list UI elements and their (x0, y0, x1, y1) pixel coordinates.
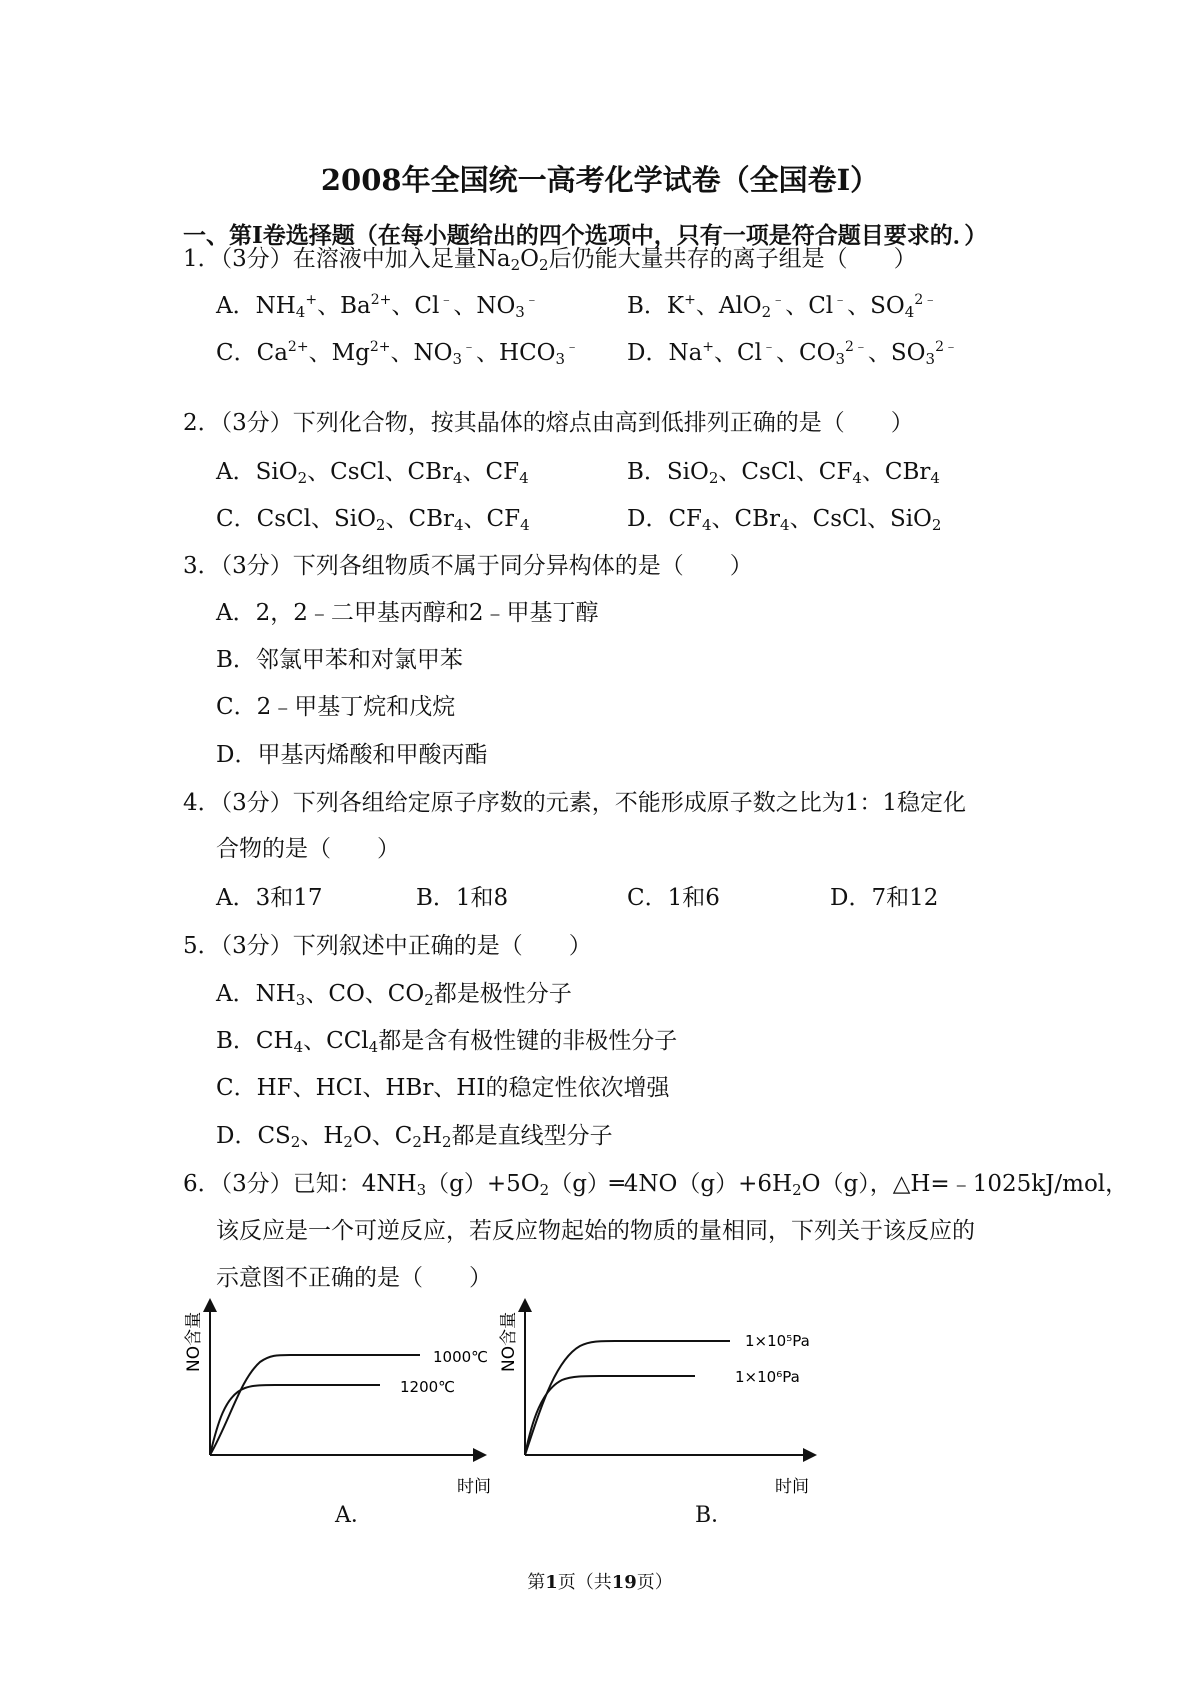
question-number: 3． (183, 553, 221, 579)
question-number: 5． (183, 933, 221, 959)
x-axis-label: 时间 (457, 1477, 491, 1497)
graph-a-caption: A． (335, 1503, 373, 1528)
option-text: D．Na (627, 340, 703, 366)
q4-option-c: C．1和6 (627, 885, 720, 911)
option-text: A．NH (216, 293, 296, 319)
question-stem: 后仍能大量共存的离子组是（ ） (548, 246, 917, 272)
y-axis-label: NO含量 (184, 1311, 204, 1372)
question-score: （3分） (220, 246, 293, 272)
graph-a (184, 1300, 491, 1500)
q5-option-c: C．HF、HCI、HBr、HI的稳定性依次增强 (216, 1075, 670, 1101)
page-footer (0, 1568, 1200, 1594)
page-title: 2008年全国统一高考化学试卷（全国卷Ⅰ） (320, 163, 880, 197)
y-axis-label: NO含量 (499, 1311, 519, 1372)
q1-option-b: B．K+、AlO$_2$﹣、Cl﹣、$SO_4^{2﹣}$ (627, 292, 938, 321)
curve-1200c (210, 1385, 380, 1455)
q3-option-c: C．2﹣甲基丁烷和戊烷 (216, 694, 456, 720)
question-5 (183, 931, 592, 961)
subscript: 2 (539, 256, 549, 274)
q3-option-d: D．甲基丙烯酸和甲酸丙酯 (216, 742, 488, 768)
subscript: 2 (510, 256, 521, 274)
q2-option-a: A．SiO$_2$、CsCl、CBr$_4$、$CF_4$ (216, 459, 529, 487)
q4-option-b: B．1和8 (416, 885, 509, 911)
q5-option-d: D．$CS_2$、$H_2O$、$C_2H_2$都是直线型分子 (216, 1123, 613, 1151)
curve-1e5pa (525, 1341, 730, 1455)
footer-text: 页） (636, 1572, 673, 1593)
question-number: 4． (183, 790, 221, 816)
option-text: B．K (627, 293, 685, 319)
graph-b-caption: B． (695, 1503, 734, 1528)
curve-1e6pa (525, 1376, 695, 1455)
question-number: 1． (183, 246, 221, 272)
question-4-cont: 合物的是（ ） (216, 836, 400, 862)
label-1200c: 1200℃ (400, 1378, 456, 1396)
label-1e5pa: 1×10⁵Pa (745, 1332, 810, 1350)
q2-option-b: B．SiO$_2$、CsCl、$CF_4$、CBr$_4$ (627, 459, 940, 487)
question-6-cont-2: 示意图不正确的是（ ） (216, 1265, 492, 1291)
page-total: 19 (611, 1572, 637, 1593)
option-text: C．Ca (216, 340, 288, 366)
question-stem: 下列各组物质不属于同分异构体的是（ ） (292, 553, 753, 579)
question-stem: 在溶液中加入足量Na (292, 246, 511, 272)
q2-option-d: D．$CF_4$、CBr$_4$、CsCl、SiO$_2$ (627, 506, 942, 534)
question-score: （3分） (220, 553, 293, 579)
q1-option-c: C．$Ca^{2+}$、$Mg^{2+}$、$NO_3^﹣$、$HCO_3^﹣$ (216, 339, 580, 368)
x-axis-label: 时间 (775, 1477, 809, 1497)
footer-text: 第 (527, 1572, 546, 1593)
question-score: （3分） (220, 933, 293, 959)
question-stem: 下列各组给定原子序数的元素，不能形成原子数之比为1：1稳定化 (292, 790, 967, 816)
q2-option-c: C．CsCl、SiO$_2$、CBr$_4$、$CF_4$ (216, 506, 530, 534)
question-stem: 下列叙述中正确的是（ ） (292, 933, 592, 959)
question-score: （3分） (220, 790, 293, 816)
q1-option-a: A．$NH_4^+$、$Ba^{2+}$、Cl﹣、$NO_3^﹣$ (216, 292, 539, 321)
question-stem: 下列化合物，按其晶体的熔点由高到低排列正确的是（ ） (292, 410, 914, 436)
page-number: 1 (545, 1572, 558, 1593)
q5-option-b: B．$CH_4$、CCl$_4$都是含有极性键的非极性分子 (216, 1028, 678, 1056)
footer-text: 页（共 (557, 1572, 612, 1593)
question-score: （3分） (220, 1171, 293, 1197)
label-1e6pa: 1×10⁶Pa (735, 1368, 800, 1386)
question-6: 6．（3分）已知：$4NH_3(g)+5O_2(g)═4NO(g)+6H_2O(g)$，△H=﹣1025kJ/mol， (183, 1171, 1129, 1199)
curve-1000c (210, 1355, 420, 1455)
question-number: 6． (183, 1171, 221, 1197)
q4-option-d: D．7和12 (830, 885, 939, 911)
question-score: （3分） (220, 410, 293, 436)
q5-option-a: A．$NH_3$、CO、$CO_2$都是极性分子 (216, 981, 572, 1009)
q1-option-d: D．Na+、Cl﹣、$CO_3^{2﹣}$、$SO_3^{2﹣}$ (627, 339, 959, 368)
question-6-cont-1: 该反应是一个可逆反应，若反应物起始的物质的量相同，下列关于该反应的 (216, 1218, 975, 1244)
graph-b (500, 1300, 820, 1500)
q3-option-a: A．2，2﹣二甲基丙醇和2﹣甲基丁醇 (216, 600, 599, 626)
question-1 (183, 244, 917, 274)
section-heading: 一、第Ⅰ卷选择题（在每小题给出的四个选项中，只有一项是符合题目要求的．） (183, 222, 988, 249)
q3-option-b: B．邻氯甲苯和对氯甲苯 (216, 647, 463, 673)
question-4 (183, 788, 966, 818)
formula-part: O (520, 246, 540, 272)
question-2 (183, 408, 914, 438)
question-3 (183, 551, 753, 581)
label-1000c: 1000℃ (433, 1348, 489, 1366)
question-number: 2． (183, 410, 221, 436)
q4-option-a: A．3和17 (216, 885, 323, 911)
